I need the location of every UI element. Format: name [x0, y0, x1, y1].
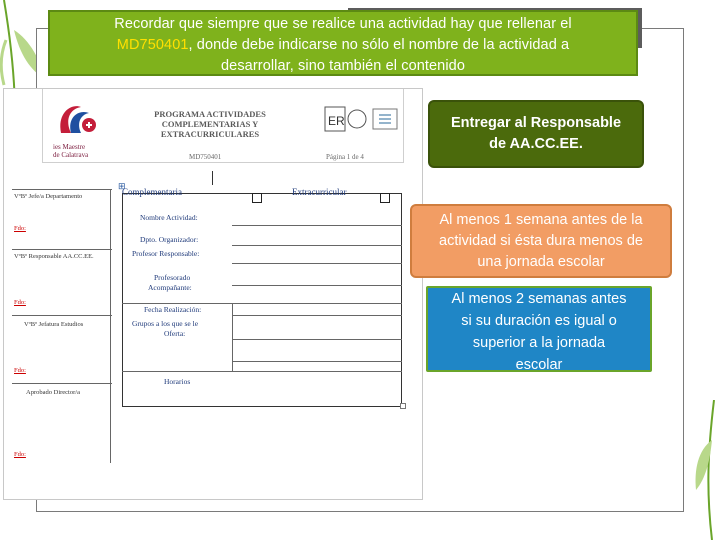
- page-number: Página 1 de 4: [326, 153, 364, 161]
- field-line: [232, 339, 402, 340]
- signature-label: Aprobado Director/a: [26, 389, 80, 396]
- field-label-nombre: Nombre Actividad:: [140, 213, 198, 222]
- field-line: [232, 245, 402, 246]
- move-handle-icon: ⊞: [118, 181, 126, 191]
- banner-line-3: desarrollar, sino también el contenido: [221, 58, 465, 74]
- field-line: [232, 315, 402, 316]
- signature-label: VºBº Responsable AA.CC.EE.: [14, 253, 94, 260]
- field-label-horarios: Horarios: [164, 377, 191, 386]
- field-line: [232, 225, 402, 226]
- field-line: [232, 263, 402, 264]
- field-line: [232, 285, 402, 286]
- reminder-banner: [48, 10, 638, 76]
- field-label-acompanante: Acompañante:: [148, 283, 192, 292]
- banner-line-1: Recordar que siempre que se realice una actividad hay que rellenar el: [114, 16, 572, 32]
- program-title: PROGRAMA ACTIVIDADES COMPLEMENTARIAS Y EXTRACURRICULARES: [154, 109, 266, 139]
- field-label-profesorado: Profesorado: [154, 273, 191, 282]
- school-name: ies Maestre de Calatrava: [53, 143, 89, 159]
- document-header: [42, 89, 404, 163]
- tab-complementaria: Complementaria: [122, 187, 182, 197]
- form-document-image: [3, 88, 423, 500]
- field-label-profesor: Profesor Responsable:: [132, 249, 200, 258]
- complementaria-checkbox: [252, 193, 262, 203]
- form-code-highlight: MD750401: [116, 37, 189, 53]
- field-label-oferta: Oferta:: [164, 329, 186, 338]
- field-label-dpto: Dpto. Organizador:: [140, 235, 199, 244]
- divider: [12, 189, 112, 190]
- divider: [12, 383, 112, 384]
- signature-fdo: Fdo:: [14, 299, 26, 306]
- extracurricular-checkbox: [380, 193, 390, 203]
- signature-label: VºBº Jefe/a Departamento: [14, 193, 83, 200]
- divider: [12, 249, 112, 250]
- divider: [12, 315, 112, 316]
- field-line: [122, 303, 402, 304]
- two-weeks-callout: Al menos 2 semanas antes si su duración es igual o superior a la jornada escolar: [426, 286, 652, 372]
- signature-fdo: Fdo:: [14, 451, 26, 458]
- banner-line-2: MD750401, donde debe indicarse no sólo el nombre de la actividad a: [116, 37, 570, 53]
- field-label-fecha: Fecha Realización:: [144, 305, 202, 314]
- divider: [110, 189, 111, 463]
- field-label-grupos: Grupos a los que se le: [132, 319, 199, 328]
- signature-fdo: Fdo:: [14, 225, 26, 232]
- divider: [212, 171, 213, 185]
- document-code: MD750401: [189, 153, 222, 161]
- divider: [232, 303, 233, 371]
- resize-handle-icon: [400, 403, 406, 409]
- tab-extracurricular: Extracurricular: [292, 187, 347, 197]
- signature-fdo: Fdo:: [14, 367, 26, 374]
- field-line: [232, 361, 402, 362]
- deliver-callout: Entregar al Responsable de AA.CC.EE.: [428, 100, 644, 168]
- certification-logos-icon: [323, 101, 401, 137]
- one-week-callout: Al menos 1 semana antes de la actividad si ésta dura menos de una jornada escolar: [410, 204, 672, 278]
- field-line: [122, 371, 402, 372]
- leaf-decoration-icon: [690, 400, 720, 540]
- svg-text:ER: ER: [328, 114, 345, 128]
- signature-label: VºBº Jefatura Estudios: [24, 321, 84, 328]
- school-logo-icon: [57, 103, 99, 143]
